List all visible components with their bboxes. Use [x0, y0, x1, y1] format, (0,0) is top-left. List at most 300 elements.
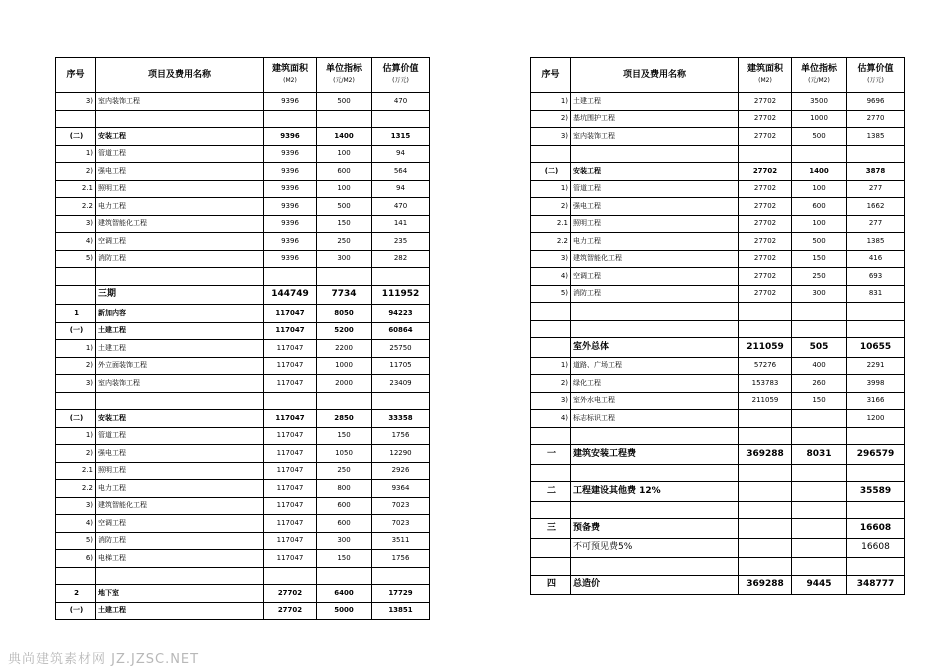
cell-estimate: 111952 [372, 285, 430, 305]
cell-area [264, 268, 317, 286]
header-estimate-unit: (万元) [867, 77, 884, 84]
cell-unit-index: 9445 [792, 575, 847, 595]
table-row [56, 410, 430, 428]
table-row [56, 93, 430, 111]
header-name: 项目及费用名称 [96, 58, 264, 93]
table-row [56, 250, 430, 268]
cell-seq [56, 110, 96, 128]
cell-unit-index [792, 410, 847, 428]
cell-unit-index: 1000 [317, 357, 372, 375]
cell-area [739, 538, 792, 558]
cell-name: 土建工程 [96, 322, 264, 340]
cell-unit-index: 1400 [792, 163, 847, 181]
cell-seq: 2.1 [531, 215, 571, 233]
cell-name: 外立面装饰工程 [96, 357, 264, 375]
table-row [56, 427, 430, 445]
cell-name: 室外总体 [571, 338, 739, 358]
cell-unit-index: 100 [792, 215, 847, 233]
cell-estimate: 2291 [847, 357, 905, 375]
cell-name: 电梯工程 [96, 550, 264, 568]
cell-area: 27702 [739, 215, 792, 233]
cell-name: 管道工程 [96, 427, 264, 445]
cell-unit-index: 300 [317, 532, 372, 550]
cell-area: 27702 [739, 128, 792, 146]
cell-name: 空调工程 [96, 515, 264, 533]
cell-estimate: 296579 [847, 445, 905, 465]
estimate-table-left [55, 57, 430, 620]
table-row [531, 464, 905, 482]
table-row [531, 392, 905, 410]
cell-area: 9396 [264, 215, 317, 233]
cell-name: 总造价 [571, 575, 739, 595]
cell-estimate: 11705 [372, 357, 430, 375]
cell-seq [56, 268, 96, 286]
cell-seq: 2.1 [56, 180, 96, 198]
cell-area: 117047 [264, 322, 317, 340]
cell-area: 9396 [264, 93, 317, 111]
cell-unit-index: 8031 [792, 445, 847, 465]
cell-seq [56, 285, 96, 305]
cell-unit-index: 3500 [792, 93, 847, 111]
table-row [56, 375, 430, 393]
cell-seq: 4) [56, 515, 96, 533]
table-row [56, 497, 430, 515]
cell-unit-index: 600 [317, 515, 372, 533]
cell-unit-index: 5000 [317, 602, 372, 620]
cell-unit-index: 150 [317, 427, 372, 445]
cell-unit-index [792, 303, 847, 321]
cell-seq: 4) [531, 268, 571, 286]
cell-name: 空调工程 [571, 268, 739, 286]
cell-area [739, 410, 792, 428]
cell-name: 建筑安装工程费 [571, 445, 739, 465]
table-row [56, 110, 430, 128]
cell-unit-index: 1400 [317, 128, 372, 146]
cell-unit-index: 150 [317, 215, 372, 233]
cell-area: 27702 [739, 93, 792, 111]
header-estimate-unit: (万元) [392, 77, 409, 84]
cell-area: 9396 [264, 198, 317, 216]
cell-area: 117047 [264, 375, 317, 393]
cell-estimate [372, 268, 430, 286]
cell-name: 照明工程 [96, 462, 264, 480]
cell-unit-index: 300 [792, 285, 847, 303]
cell-area: 211059 [739, 338, 792, 358]
cell-area: 117047 [264, 462, 317, 480]
cell-area [739, 482, 792, 502]
table-row [56, 305, 430, 323]
cell-seq: 四 [531, 575, 571, 595]
cell-estimate: 1756 [372, 427, 430, 445]
table-row [56, 602, 430, 620]
cell-area: 117047 [264, 550, 317, 568]
table-row [531, 215, 905, 233]
cell-name [571, 558, 739, 576]
cell-name: 建筑智能化工程 [96, 215, 264, 233]
cell-name: 地下室 [96, 585, 264, 603]
cell-estimate: 416 [847, 250, 905, 268]
cell-unit-index: 100 [317, 145, 372, 163]
table-row [531, 558, 905, 576]
cell-name: 强电工程 [96, 445, 264, 463]
cell-area [264, 110, 317, 128]
cell-name [571, 145, 739, 163]
cell-name: 新加内容 [96, 305, 264, 323]
table-row [531, 410, 905, 428]
cell-estimate: 1662 [847, 198, 905, 216]
cell-name [571, 427, 739, 445]
cell-unit-index: 2200 [317, 340, 372, 358]
cell-unit-index [792, 427, 847, 445]
table-row [56, 163, 430, 181]
cell-seq: 1) [531, 180, 571, 198]
cell-estimate [847, 427, 905, 445]
table-row [531, 93, 905, 111]
cell-estimate: 3511 [372, 532, 430, 550]
cell-estimate: 3166 [847, 392, 905, 410]
cell-area: 9396 [264, 180, 317, 198]
cell-area: 117047 [264, 497, 317, 515]
cell-seq [56, 392, 96, 410]
cell-estimate: 17729 [372, 585, 430, 603]
cell-name: 绿化工程 [571, 375, 739, 393]
cell-unit-index: 8050 [317, 305, 372, 323]
cell-name: 建筑智能化工程 [96, 497, 264, 515]
cell-estimate [372, 567, 430, 585]
cell-unit-index: 250 [317, 462, 372, 480]
watermark-text: 典尚建筑素材网 JZ.JZSC.NET [8, 652, 200, 667]
cell-unit-index [792, 538, 847, 558]
table-row [56, 340, 430, 358]
cell-area [739, 145, 792, 163]
table-row [531, 519, 905, 539]
cell-name: 室外水电工程 [571, 392, 739, 410]
cell-seq: 2) [56, 163, 96, 181]
cell-estimate: 348777 [847, 575, 905, 595]
cell-unit-index: 600 [317, 497, 372, 515]
cell-unit-index [792, 145, 847, 163]
cell-unit-index [792, 501, 847, 519]
cell-unit-index: 500 [792, 128, 847, 146]
cell-unit-index: 600 [317, 163, 372, 181]
cell-name [571, 464, 739, 482]
cell-area: 117047 [264, 340, 317, 358]
cell-seq [531, 320, 571, 338]
table-row [531, 145, 905, 163]
table-row [56, 128, 430, 146]
header-area-unit: (M2) [283, 77, 297, 84]
cell-unit-index [317, 567, 372, 585]
header-unit-index-unit: (元/M2) [808, 77, 830, 84]
cell-seq: 5) [56, 250, 96, 268]
cell-area: 211059 [739, 392, 792, 410]
cell-estimate: 94223 [372, 305, 430, 323]
table-row [531, 338, 905, 358]
cell-name: 强电工程 [571, 198, 739, 216]
cell-name: 室内装饰工程 [96, 93, 264, 111]
cell-estimate: 94 [372, 180, 430, 198]
cell-unit-index: 2000 [317, 375, 372, 393]
cell-area [739, 320, 792, 338]
cell-seq: 1 [56, 305, 96, 323]
cell-estimate [847, 145, 905, 163]
table-header-row [531, 58, 905, 93]
cell-estimate: 282 [372, 250, 430, 268]
cell-name: 空调工程 [96, 233, 264, 251]
cell-name [96, 392, 264, 410]
table-row [56, 268, 430, 286]
header-seq: 序号 [56, 58, 96, 93]
cell-estimate: 3998 [847, 375, 905, 393]
cell-unit-index: 150 [317, 550, 372, 568]
cell-estimate: 16608 [847, 519, 905, 539]
cell-estimate: 1315 [372, 128, 430, 146]
cell-name: 建筑智能化工程 [571, 250, 739, 268]
cell-name: 安装工程 [96, 128, 264, 146]
cell-name [96, 268, 264, 286]
cell-name: 消防工程 [571, 285, 739, 303]
cell-seq: 3) [56, 93, 96, 111]
cell-name: 安装工程 [571, 163, 739, 181]
cell-estimate: 10655 [847, 338, 905, 358]
cell-seq: 一 [531, 445, 571, 465]
cell-estimate: 470 [372, 93, 430, 111]
table-row [531, 357, 905, 375]
cell-estimate: 564 [372, 163, 430, 181]
cell-area: 369288 [739, 575, 792, 595]
cell-seq: (一) [56, 322, 96, 340]
cell-seq: 1) [56, 340, 96, 358]
table-row [56, 462, 430, 480]
table-row [531, 445, 905, 465]
cell-unit-index: 5200 [317, 322, 372, 340]
cell-unit-index [792, 464, 847, 482]
table-row [56, 145, 430, 163]
cell-unit-index [792, 320, 847, 338]
cell-name: 电力工程 [96, 198, 264, 216]
table-row [56, 180, 430, 198]
cell-name: 照明工程 [571, 215, 739, 233]
cell-name: 预备费 [571, 519, 739, 539]
cell-name: 室内装饰工程 [96, 375, 264, 393]
cell-name: 照明工程 [96, 180, 264, 198]
cell-name: 标志标识工程 [571, 410, 739, 428]
cell-name: 安装工程 [96, 410, 264, 428]
cell-name: 强电工程 [96, 163, 264, 181]
cell-seq [531, 538, 571, 558]
table-row [531, 233, 905, 251]
table-row [56, 198, 430, 216]
cell-seq: 2) [531, 110, 571, 128]
cell-seq: 6) [56, 550, 96, 568]
table-row [56, 215, 430, 233]
cell-name: 三期 [96, 285, 264, 305]
cell-unit-index: 500 [792, 233, 847, 251]
cell-name: 不可预见费5% [571, 538, 739, 558]
cell-name: 电力工程 [571, 233, 739, 251]
cell-estimate: 2926 [372, 462, 430, 480]
cell-estimate: 831 [847, 285, 905, 303]
cell-unit-index [317, 392, 372, 410]
cell-area: 9396 [264, 145, 317, 163]
cell-unit-index: 250 [317, 233, 372, 251]
cell-unit-index: 150 [792, 392, 847, 410]
table-row [531, 110, 905, 128]
cell-seq: 3) [56, 215, 96, 233]
estimate-table-right [530, 57, 905, 595]
cell-estimate: 693 [847, 268, 905, 286]
cell-area: 27702 [739, 110, 792, 128]
cell-unit-index: 100 [317, 180, 372, 198]
cell-seq: 5) [531, 285, 571, 303]
cell-area [739, 519, 792, 539]
cell-estimate: 35589 [847, 482, 905, 502]
cell-name: 土建工程 [96, 602, 264, 620]
cell-unit-index [792, 482, 847, 502]
cell-estimate: 2770 [847, 110, 905, 128]
table-row [531, 375, 905, 393]
cell-area: 27702 [739, 180, 792, 198]
cell-unit-index: 250 [792, 268, 847, 286]
cell-unit-index: 500 [317, 93, 372, 111]
cell-estimate: 277 [847, 215, 905, 233]
cell-area: 117047 [264, 427, 317, 445]
table-row [531, 268, 905, 286]
cell-estimate [372, 392, 430, 410]
cell-area: 144749 [264, 285, 317, 305]
cell-unit-index: 600 [792, 198, 847, 216]
cell-estimate [847, 303, 905, 321]
cell-area: 369288 [739, 445, 792, 465]
cell-unit-index [317, 110, 372, 128]
cell-seq: 4) [56, 233, 96, 251]
cell-estimate [372, 110, 430, 128]
cell-seq: (二) [56, 410, 96, 428]
cell-seq: 2) [56, 445, 96, 463]
cell-seq [531, 501, 571, 519]
cell-estimate: 470 [372, 198, 430, 216]
cell-estimate: 94 [372, 145, 430, 163]
cell-unit-index: 7734 [317, 285, 372, 305]
header-unit-index: 单位指标 (元/M2) [792, 58, 847, 93]
cell-seq [56, 567, 96, 585]
cell-estimate: 7023 [372, 515, 430, 533]
header-area: 建筑面积 (M2) [264, 58, 317, 93]
cell-unit-index: 2850 [317, 410, 372, 428]
table-header-row [56, 58, 430, 93]
cell-seq [531, 427, 571, 445]
cell-name: 土建工程 [96, 340, 264, 358]
cell-seq: 2.2 [56, 480, 96, 498]
cell-name: 基坑围护工程 [571, 110, 739, 128]
cell-unit-index: 1000 [792, 110, 847, 128]
cell-area: 27702 [739, 268, 792, 286]
table-row [531, 427, 905, 445]
cell-area: 27702 [739, 163, 792, 181]
cell-area: 27702 [264, 602, 317, 620]
cell-area: 27702 [739, 198, 792, 216]
cell-seq: 3) [531, 250, 571, 268]
cell-estimate: 9696 [847, 93, 905, 111]
table-row [531, 250, 905, 268]
table-row [531, 128, 905, 146]
cell-unit-index: 6400 [317, 585, 372, 603]
cell-seq: 2.2 [531, 233, 571, 251]
cell-name [96, 110, 264, 128]
header-estimate: 估算价值 (万元) [847, 58, 905, 93]
cell-seq: 2.2 [56, 198, 96, 216]
cell-estimate: 16608 [847, 538, 905, 558]
cell-name: 土建工程 [571, 93, 739, 111]
cell-name: 消防工程 [96, 250, 264, 268]
cell-unit-index: 300 [317, 250, 372, 268]
table-row [56, 285, 430, 305]
table-row [56, 585, 430, 603]
cell-unit-index: 260 [792, 375, 847, 393]
table-row [531, 303, 905, 321]
cell-estimate: 7023 [372, 497, 430, 515]
header-unit-index-unit: (元/M2) [333, 77, 355, 84]
table-row [531, 163, 905, 181]
cell-area [739, 427, 792, 445]
cell-name [571, 320, 739, 338]
cell-area: 27702 [739, 250, 792, 268]
cell-seq: 3) [531, 128, 571, 146]
cell-area [739, 501, 792, 519]
table-row [531, 285, 905, 303]
cell-estimate: 141 [372, 215, 430, 233]
header-area: 建筑面积 (M2) [739, 58, 792, 93]
table-row [56, 550, 430, 568]
cell-seq: (一) [56, 602, 96, 620]
cell-seq: (二) [56, 128, 96, 146]
cell-area: 27702 [739, 233, 792, 251]
cell-unit-index: 505 [792, 338, 847, 358]
table-row [531, 320, 905, 338]
cell-unit-index [317, 268, 372, 286]
table-row [56, 233, 430, 251]
cell-estimate: 1756 [372, 550, 430, 568]
cell-unit-index: 1050 [317, 445, 372, 463]
table-row [56, 532, 430, 550]
table-row [56, 357, 430, 375]
cell-area: 117047 [264, 305, 317, 323]
cell-seq [531, 338, 571, 358]
table-row [531, 501, 905, 519]
cell-name: 消防工程 [96, 532, 264, 550]
cell-area: 57276 [739, 357, 792, 375]
header-seq: 序号 [531, 58, 571, 93]
header-unit-index: 单位指标 (元/M2) [317, 58, 372, 93]
cell-seq: 1) [531, 357, 571, 375]
cell-seq: 三 [531, 519, 571, 539]
cell-unit-index: 100 [792, 180, 847, 198]
cell-estimate: 1385 [847, 128, 905, 146]
cell-name: 管道工程 [571, 180, 739, 198]
cell-seq: 2.1 [56, 462, 96, 480]
cell-area: 27702 [264, 585, 317, 603]
cell-estimate [847, 558, 905, 576]
table-row [56, 567, 430, 585]
table-row [531, 575, 905, 595]
cell-estimate: 277 [847, 180, 905, 198]
table-row [531, 482, 905, 502]
table-row [56, 515, 430, 533]
cell-name: 电力工程 [96, 480, 264, 498]
right-table-body [531, 93, 905, 595]
cell-estimate: 1385 [847, 233, 905, 251]
cell-name [96, 567, 264, 585]
